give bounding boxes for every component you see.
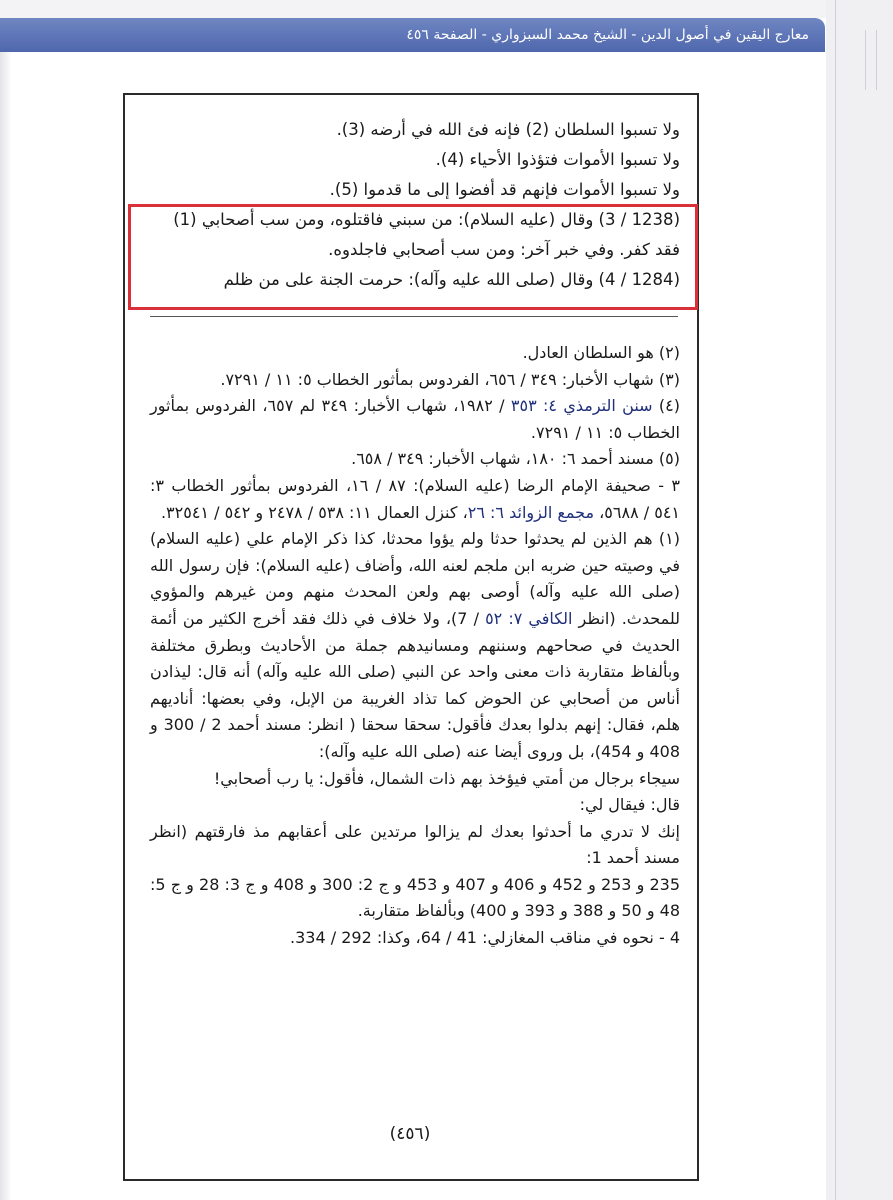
footnote-4	[150, 393, 680, 446]
highlight-box	[128, 204, 698, 310]
footnote-5: (٥) مسند أحمد ٦: ١٨٠، شهاب الأخبار: ٣٤٩ / ٦٥٨.	[351, 449, 680, 469]
footnotes	[150, 340, 680, 952]
page-title-bar	[0, 18, 825, 52]
main-line: ولا تسبوا الأموات فإنهم قد أفضوا إلى ما قدموا (5).	[329, 180, 680, 199]
footnote-1-cont: إنك لا تدري ما أحدثوا بعدك لم يزالوا مرتدين على أعقابهم مذ فارقتهم (انظر مسند أحمد 1:	[150, 821, 680, 868]
main-line: فقد كفر. وفي خبر آخر: ومن سب أصحابي فاجلدوه.	[328, 240, 680, 259]
footnote-text: (١) هم الذين لم يحدثوا حدثا ولم يؤوا محدثا، كذا ذكر الإمام علي (عليه السلام) في وصيته حين ضربه ابن ملجم لعنه الله، وأضاف (عليه السلام): فإن رسول الله (صلى الله عليه وآله) أوصى بهم ولعن المحدث منهم ومن غيرهم والمؤوي للمحدث. (انظر	[150, 529, 681, 628]
scrollbar[interactable]	[865, 30, 877, 90]
footnote-4b: 4 - نحوه في مناقب المغازلي: 41 / 64، وكذا: 292 / 334.	[290, 928, 680, 948]
panel-divider	[835, 0, 836, 1200]
page-title: معارج اليقين في أصول الدين - الشيخ محمد السبزواري - الصفحة ٤٥٦	[406, 27, 809, 43]
footnote-3: (٣) شهاب الأخبار: ٣٤٩ / ٦٥٦، الفردوس بمأثور الخطاب ٥: ١١ / ٧٢٩١.	[220, 369, 680, 389]
footnote-1-cont: 235 و 253 و 452 و 406 و 407 و 453 و ج 2: 300 و 408 و ج 3: 28 و ج 5: 48 و 50 و 388 و 393 و 400) وبألفاظ متقاربة.	[150, 874, 681, 921]
footnote-text: / ١٩٨٢، شهاب الأخبار: ٣٤٩ لم ٦٥٧، الفردوس بمأثور الخطاب ٥: ١١ / ٧٢٩١.	[150, 396, 680, 442]
main-line: ولا تسبوا الأموات فتؤذوا الأحياء (4).	[435, 150, 680, 169]
footnote-divider	[150, 316, 678, 317]
right-panel	[826, 0, 893, 1200]
footnote-3b	[150, 473, 680, 526]
page-number: (٤٥٦)	[389, 1124, 431, 1144]
footnote-1	[150, 526, 680, 765]
left-shadow	[0, 52, 12, 1200]
kafi-link[interactable]: الكافي ٧: ٥٢	[485, 608, 573, 628]
main-line: (1284 / 4) وقال (صلى الله عليه وآله): حرمت الجنة على من ظلم	[223, 270, 680, 289]
footnote-text: / 7)، ولا خلاف في ذلك فقد أخرج الكثير من أئمة الحديث في صحاحهم وسننهم ومسانيدهم جملة من الأحاديث وبطرق مختلفة وبألفاظ متقاربة ذات معنى واحد عن النبي (صلى الله عليه وآله) أنه قال: ليذادن أناس من أصحابي عن الحوض كما تذاد الغريبة من الإبل، وفي بعضها: أناديهم هلم، فقال: إنهم بدلوا بعدك فأقول: سحقا سحقا ( انظر: مسند أحمد 2 / 300 و 408 و 454)، بل وروى أيضا عنه (صلى الله عليه وآله):	[150, 608, 680, 761]
top-strip	[0, 0, 893, 18]
footnote-2: (٢) هو السلطان العادل.	[522, 343, 680, 362]
main-line: (1238 / 3) وقال (عليه السلام): من سبني فاقتلوه، ومن سب أصحابي (1)	[173, 210, 680, 229]
footnote-text: (٤)	[652, 396, 681, 416]
footnote-1-cont: سيجاء برجال من أمتي فيؤخذ بهم ذات الشمال، فأقول: يا رب أصحابي!	[213, 768, 680, 788]
tirmidhi-link[interactable]: سنن الترمذي ٤: ٣٥٣	[510, 396, 653, 416]
main-line: ولا تسبوا السلطان (2) فإنه فئ الله في أرضه (3).	[336, 120, 680, 139]
footnote-text: ٣ - صحيفة الإمام الرضا (عليه السلام): ٨٧ / ١٦، الفردوس بمأثور الخطاب ٣: ٥٤١ / ٥٦٨٨،	[150, 475, 681, 522]
footnote-text: ، كنزل العمال ١١: ٥٣٨ / ٢٤٧٨ و ٥٤٢ / ٣٢٥٤١.	[160, 502, 468, 522]
majma-link[interactable]: مجمع الزوائد ٦: ٢٦	[467, 502, 595, 522]
footnote-1-cont: قال: فيقال لي:	[579, 795, 680, 815]
